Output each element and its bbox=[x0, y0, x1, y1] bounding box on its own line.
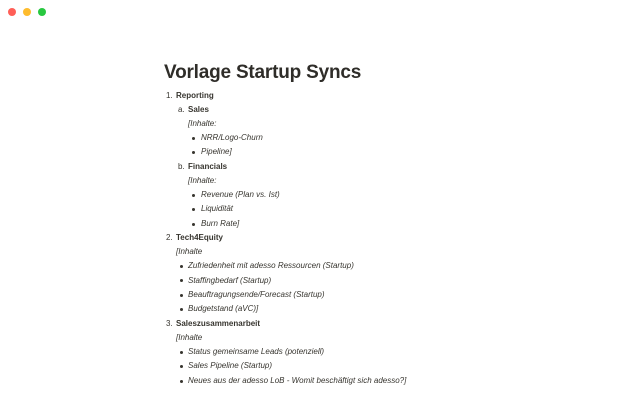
list-item[interactable]: Staffingbedarf (Startup) bbox=[188, 276, 272, 285]
list-item[interactable]: Neues aus der adesso LoB - Womit beschäftigt sich adesso?] bbox=[188, 376, 407, 385]
bullet-icon bbox=[192, 223, 195, 226]
list-item[interactable]: Pipeline] bbox=[201, 147, 232, 156]
bullet-icon bbox=[180, 308, 183, 311]
subsection-heading-financials[interactable]: Financials bbox=[188, 162, 228, 171]
intro-text[interactable]: [Inhalte bbox=[176, 247, 203, 256]
list-marker: 3. bbox=[166, 319, 173, 328]
list-item[interactable]: NRR/Logo-Churn bbox=[201, 133, 263, 142]
minimize-window-button[interactable] bbox=[23, 8, 31, 16]
intro-text[interactable]: [Inhalte: bbox=[188, 176, 217, 185]
list-item[interactable]: Burn Rate] bbox=[201, 219, 240, 228]
bullet-icon bbox=[180, 380, 183, 383]
list-item[interactable]: Budgetstand (aVC)] bbox=[188, 304, 259, 313]
list-marker: a. bbox=[178, 105, 185, 114]
maximize-window-button[interactable] bbox=[38, 8, 46, 16]
bullet-icon bbox=[192, 151, 195, 154]
list-marker: b. bbox=[178, 162, 185, 171]
list-item[interactable]: Status gemeinsame Leads (potenziell) bbox=[188, 347, 325, 356]
section-heading-tech4equity[interactable]: Tech4Equity bbox=[176, 233, 223, 242]
list-item[interactable]: Liquidität bbox=[201, 204, 234, 213]
list-item[interactable]: Beauftragungsende/Forecast (Startup) bbox=[188, 290, 325, 299]
window-controls bbox=[8, 8, 46, 16]
list-marker: 2. bbox=[166, 233, 173, 242]
list-item[interactable]: Sales Pipeline (Startup) bbox=[188, 361, 273, 370]
section-heading-saleszusammenarbeit[interactable]: Saleszusammenarbeit bbox=[176, 319, 261, 328]
bullet-icon bbox=[192, 208, 195, 211]
intro-text[interactable]: [Inhalte bbox=[176, 333, 203, 342]
bullet-icon bbox=[192, 194, 195, 197]
list-item[interactable]: Zufriedenheit mit adesso Ressourcen (Startup) bbox=[188, 261, 354, 270]
bullet-icon bbox=[180, 351, 183, 354]
bullet-icon bbox=[180, 265, 183, 268]
bullet-icon bbox=[180, 294, 183, 297]
page-title: Vorlage Startup Syncs bbox=[164, 62, 362, 83]
intro-text[interactable]: [Inhalte: bbox=[188, 119, 217, 128]
list-item[interactable]: Revenue (Plan vs. Ist) bbox=[201, 190, 280, 199]
list-marker: 1. bbox=[166, 91, 173, 100]
close-window-button[interactable] bbox=[8, 8, 16, 16]
bullet-icon bbox=[180, 365, 183, 368]
section-heading-reporting[interactable]: Reporting bbox=[176, 91, 214, 100]
bullet-icon bbox=[180, 279, 183, 282]
subsection-heading-sales[interactable]: Sales bbox=[188, 105, 209, 114]
bullet-icon bbox=[192, 137, 195, 140]
